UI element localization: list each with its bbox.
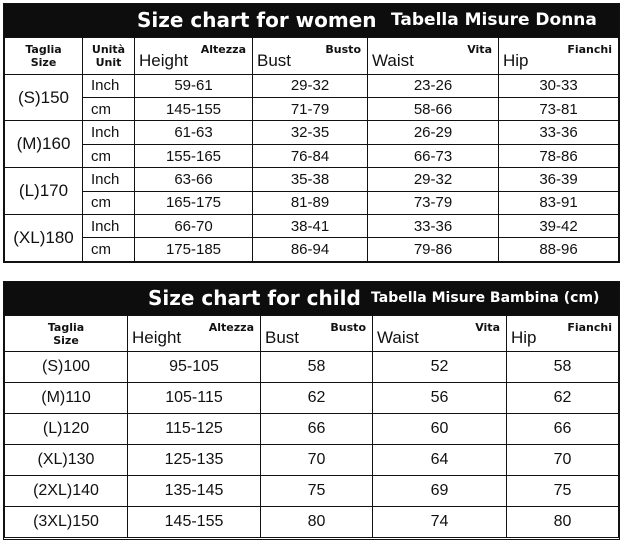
height-en: Height bbox=[139, 50, 189, 70]
unit-label: Inch bbox=[83, 168, 135, 191]
women-hip-header bbox=[499, 38, 619, 75]
bust-cell: 71-79 bbox=[253, 98, 368, 121]
hip-cell: 33-36 bbox=[499, 121, 619, 144]
hip-it: Fianchi bbox=[567, 43, 612, 56]
height-cell: 145-155 bbox=[128, 507, 261, 538]
height-cell: 61-63 bbox=[135, 121, 253, 144]
table-row bbox=[5, 238, 619, 262]
height-cell: 59-61 bbox=[135, 74, 253, 97]
hip-cell: 80 bbox=[507, 507, 619, 538]
table-row bbox=[5, 352, 619, 383]
bust-cell: 70 bbox=[261, 445, 373, 476]
women-header-row bbox=[5, 38, 619, 75]
child-height-header bbox=[128, 316, 261, 352]
waist-cell: 26-29 bbox=[368, 121, 499, 144]
child-waist-header bbox=[373, 316, 507, 352]
unit-label: Inch bbox=[83, 121, 135, 144]
bust-cell: 62 bbox=[261, 383, 373, 414]
child-size-chart bbox=[3, 281, 620, 540]
bust-cell: 81-89 bbox=[253, 191, 368, 214]
waist-cell: 23-26 bbox=[368, 74, 499, 97]
waist-en: Waist bbox=[372, 50, 414, 70]
hip-it: Fianchi bbox=[567, 321, 612, 334]
bust-cell: 29-32 bbox=[253, 74, 368, 97]
unit-label: cm bbox=[83, 238, 135, 262]
table-row bbox=[5, 215, 619, 238]
size-header-line2: Size bbox=[53, 333, 79, 347]
height-cell: 145-155 bbox=[135, 98, 253, 121]
bust-cell: 86-94 bbox=[253, 238, 368, 262]
height-cell: 175-185 bbox=[135, 238, 253, 262]
child-table bbox=[4, 315, 619, 538]
women-chart-header bbox=[4, 4, 619, 37]
size-label: (3XL)150 bbox=[5, 507, 128, 538]
height-en: Height bbox=[132, 328, 182, 347]
size-label: (S)150 bbox=[5, 74, 83, 121]
height-cell: 63-66 bbox=[135, 168, 253, 191]
bust-en: Bust bbox=[257, 50, 292, 70]
table-row bbox=[5, 191, 619, 214]
bust-it: Busto bbox=[325, 43, 361, 56]
hip-cell: 70 bbox=[507, 445, 619, 476]
women-unit-header bbox=[83, 38, 135, 75]
hip-cell: 78-86 bbox=[499, 144, 619, 167]
bust-it: Busto bbox=[330, 321, 366, 334]
unit-header-line2: Unit bbox=[95, 55, 122, 69]
unit-label: cm bbox=[83, 191, 135, 214]
unit-label: cm bbox=[83, 144, 135, 167]
height-cell: 95-105 bbox=[128, 352, 261, 383]
table-row bbox=[5, 507, 619, 538]
size-label: (XL)180 bbox=[5, 215, 83, 262]
table-row bbox=[5, 121, 619, 144]
bust-cell: 75 bbox=[261, 476, 373, 507]
size-label: (M)160 bbox=[5, 121, 83, 168]
waist-it: Vita bbox=[467, 43, 492, 56]
bust-cell: 80 bbox=[261, 507, 373, 538]
size-label: (L)170 bbox=[5, 168, 83, 215]
hip-en: Hip bbox=[511, 328, 537, 347]
bust-cell: 58 bbox=[261, 352, 373, 383]
bust-cell: 35-38 bbox=[253, 168, 368, 191]
height-cell: 165-175 bbox=[135, 191, 253, 214]
waist-en: Waist bbox=[377, 328, 419, 347]
women-height-header bbox=[135, 38, 253, 75]
women-size-chart bbox=[3, 3, 620, 263]
table-row bbox=[5, 445, 619, 476]
hip-cell: 62 bbox=[507, 383, 619, 414]
height-cell: 66-70 bbox=[135, 215, 253, 238]
size-label: (L)120 bbox=[5, 414, 128, 445]
child-header-row bbox=[5, 316, 619, 352]
bust-cell: 32-35 bbox=[253, 121, 368, 144]
hip-cell: 66 bbox=[507, 414, 619, 445]
waist-cell: 64 bbox=[373, 445, 507, 476]
height-cell: 115-125 bbox=[128, 414, 261, 445]
waist-cell: 69 bbox=[373, 476, 507, 507]
size-header-line1: Taglia bbox=[25, 42, 62, 56]
height-cell: 135-145 bbox=[128, 476, 261, 507]
waist-cell: 29-32 bbox=[368, 168, 499, 191]
waist-it: Vita bbox=[475, 321, 500, 334]
table-row bbox=[5, 383, 619, 414]
unit-label: Inch bbox=[83, 74, 135, 97]
size-header-line2: Size bbox=[30, 55, 57, 69]
size-label: (M)110 bbox=[5, 383, 128, 414]
child-title-it: Tabella Misure Bambina (cm) bbox=[371, 290, 600, 306]
table-row bbox=[5, 414, 619, 445]
child-title-en: Size chart for child bbox=[148, 286, 361, 310]
table-row bbox=[5, 476, 619, 507]
women-title-en: Size chart for women bbox=[137, 8, 377, 32]
bust-cell: 66 bbox=[261, 414, 373, 445]
child-hip-header bbox=[507, 316, 619, 352]
size-label: (XL)130 bbox=[5, 445, 128, 476]
size-header-line1: Taglia bbox=[47, 320, 85, 334]
waist-cell: 79-86 bbox=[368, 238, 499, 262]
waist-cell: 60 bbox=[373, 414, 507, 445]
bust-cell: 76-84 bbox=[253, 144, 368, 167]
child-size-header bbox=[5, 316, 128, 352]
women-waist-header bbox=[368, 38, 499, 75]
unit-header-line1: Unità bbox=[91, 42, 126, 56]
hip-cell: 36-39 bbox=[499, 168, 619, 191]
hip-cell: 39-42 bbox=[499, 215, 619, 238]
table-row bbox=[5, 144, 619, 167]
size-label: (2XL)140 bbox=[5, 476, 128, 507]
table-row bbox=[5, 98, 619, 121]
bust-en: Bust bbox=[265, 328, 300, 347]
unit-label: Inch bbox=[83, 215, 135, 238]
hip-cell: 83-91 bbox=[499, 191, 619, 214]
waist-cell: 33-36 bbox=[368, 215, 499, 238]
unit-label: cm bbox=[83, 98, 135, 121]
waist-cell: 66-73 bbox=[368, 144, 499, 167]
height-cell: 155-165 bbox=[135, 144, 253, 167]
hip-cell: 88-96 bbox=[499, 238, 619, 262]
waist-cell: 73-79 bbox=[368, 191, 499, 214]
women-bust-header bbox=[253, 38, 368, 75]
child-bust-header bbox=[261, 316, 373, 352]
waist-cell: 56 bbox=[373, 383, 507, 414]
size-label: (S)100 bbox=[5, 352, 128, 383]
height-it: Altezza bbox=[200, 43, 246, 56]
waist-cell: 74 bbox=[373, 507, 507, 538]
women-title-it: Tabella Misure Donna bbox=[391, 10, 597, 30]
hip-cell: 58 bbox=[507, 352, 619, 383]
bust-cell: 38-41 bbox=[253, 215, 368, 238]
hip-cell: 73-81 bbox=[499, 98, 619, 121]
women-size-header bbox=[5, 38, 83, 75]
women-table bbox=[4, 37, 619, 262]
table-row bbox=[5, 168, 619, 191]
height-it: Altezza bbox=[208, 321, 254, 334]
hip-cell: 30-33 bbox=[499, 74, 619, 97]
waist-cell: 58-66 bbox=[368, 98, 499, 121]
child-chart-header bbox=[4, 282, 619, 315]
table-row bbox=[5, 74, 619, 97]
height-cell: 105-115 bbox=[128, 383, 261, 414]
height-cell: 125-135 bbox=[128, 445, 261, 476]
hip-en: Hip bbox=[503, 50, 529, 70]
waist-cell: 52 bbox=[373, 352, 507, 383]
hip-cell: 75 bbox=[507, 476, 619, 507]
